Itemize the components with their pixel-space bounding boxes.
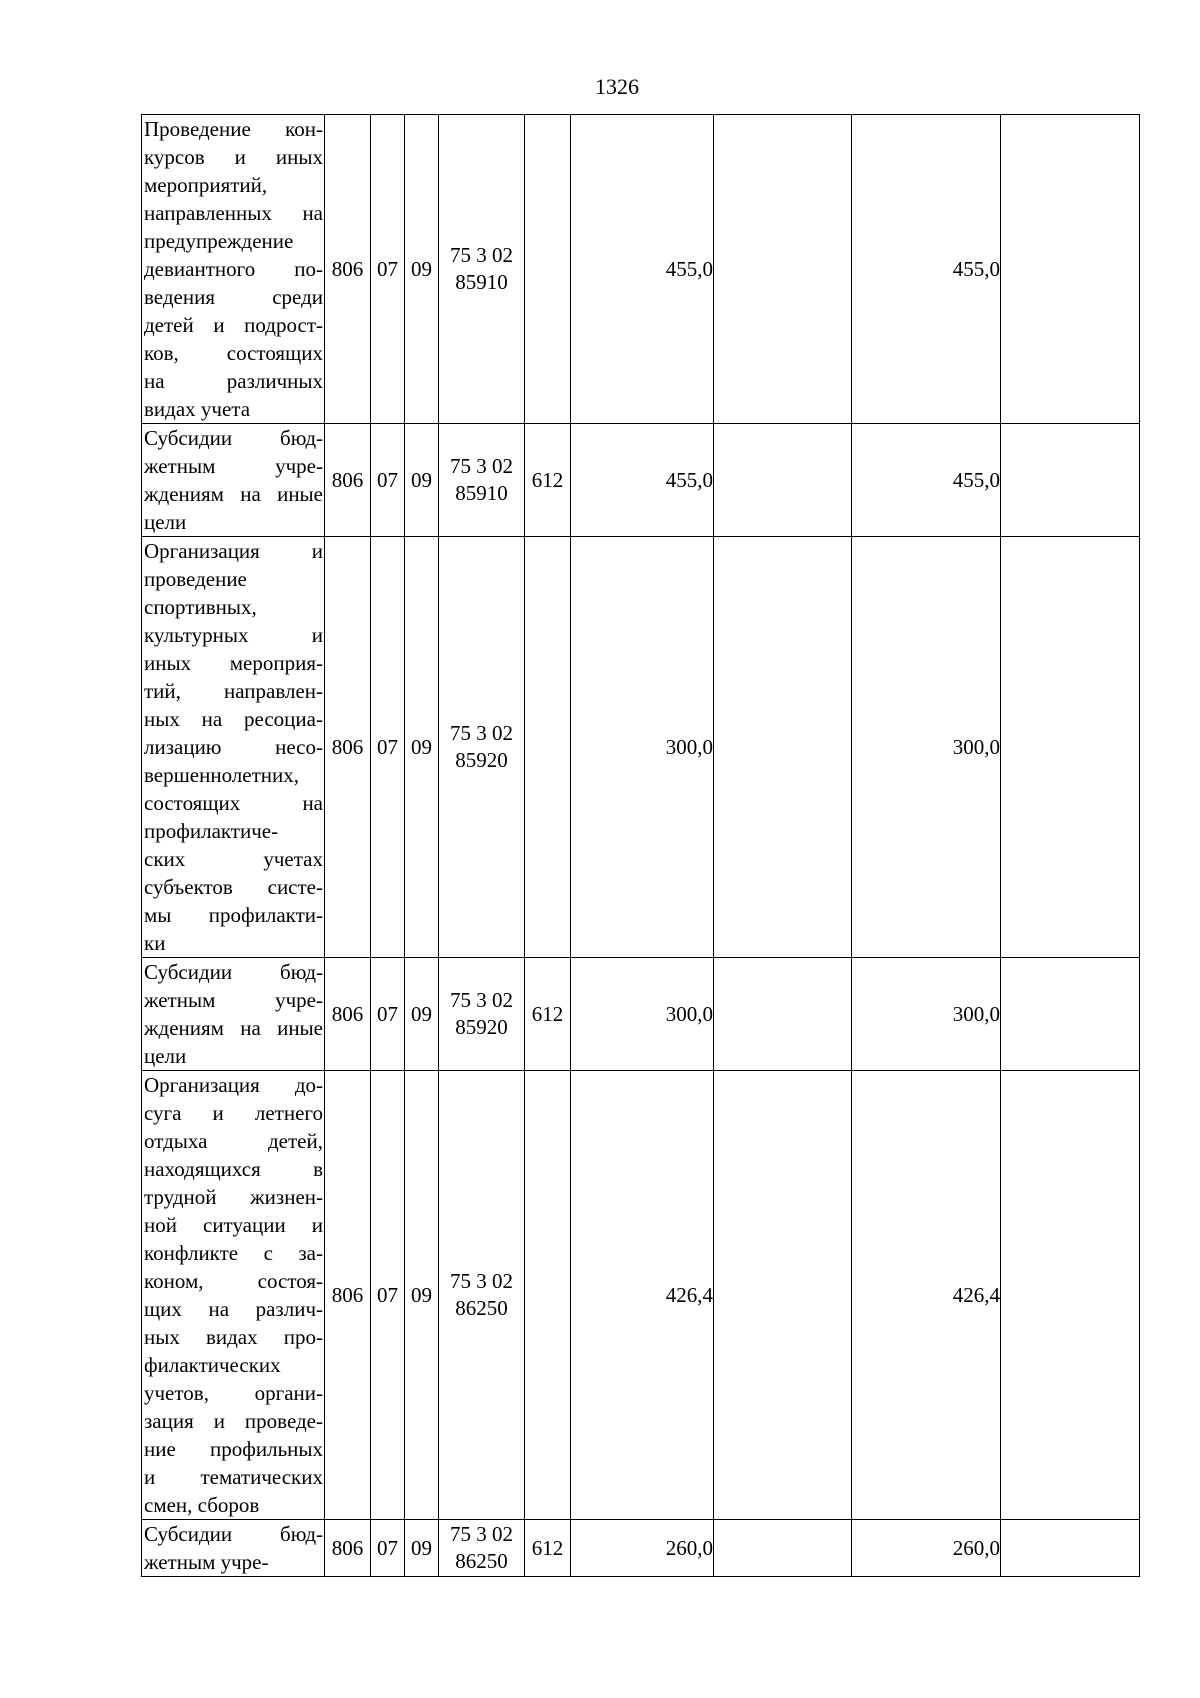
table-row — [142, 537, 1140, 958]
amount-cell-4 — [1001, 958, 1140, 1071]
target-article-line1: 75 3 02 — [450, 721, 513, 745]
row-name-line: коном, состоя- — [144, 1269, 323, 1293]
row-name-line: ков, состоящих — [144, 341, 323, 365]
section-code-cell: 07 — [371, 537, 405, 958]
subsection-code-cell: 09 — [405, 115, 439, 424]
target-article-cell — [439, 424, 525, 537]
target-article-line2: 85920 — [455, 748, 508, 772]
amount-cell-1: 426,4 — [571, 1071, 714, 1520]
table-row — [142, 424, 1140, 537]
row-name-line: лизацию несо- — [144, 735, 323, 759]
row-name-line: спортивных, — [144, 595, 257, 619]
amount-cell-4 — [1001, 1520, 1140, 1577]
row-name-line: детей и подрост- — [144, 313, 323, 337]
expense-type-cell — [525, 1071, 571, 1520]
row-name-line: ки — [144, 931, 166, 955]
amount-cell-4 — [1001, 115, 1140, 424]
row-name-line: суга и летнего — [144, 1101, 323, 1125]
section-code-cell: 07 — [371, 424, 405, 537]
section-code-cell: 07 — [371, 1071, 405, 1520]
table-row — [142, 1071, 1140, 1520]
subsection-code-cell: 09 — [405, 958, 439, 1071]
row-name-cell — [142, 537, 325, 958]
amount-cell-2 — [714, 958, 852, 1071]
section-code-cell: 07 — [371, 115, 405, 424]
ved-code-cell: 806 — [325, 537, 371, 958]
row-name-line: цели — [144, 510, 187, 534]
row-name-line: жетным учре- — [144, 454, 323, 478]
ved-code-cell: 806 — [325, 958, 371, 1071]
amount-cell-3: 300,0 — [852, 537, 1001, 958]
row-name-line: предупреждение — [144, 229, 294, 253]
row-name-line: ных на ресоциа- — [144, 707, 323, 731]
row-name-line: направленных на — [144, 201, 323, 225]
amount-cell-2 — [714, 1071, 852, 1520]
row-name-line: мы профилакти- — [144, 903, 323, 927]
row-name-line: тий, направлен- — [144, 679, 323, 703]
expense-type-cell: 612 — [525, 424, 571, 537]
row-name-line: ждениям на иные — [144, 1016, 323, 1040]
subsection-code-cell: 09 — [405, 1071, 439, 1520]
row-name-line: на различных — [144, 369, 323, 393]
subsection-code-cell: 09 — [405, 1520, 439, 1577]
row-name-line: трудной жизнен- — [144, 1185, 323, 1209]
expense-type-cell — [525, 115, 571, 424]
target-article-line1: 75 3 02 — [450, 243, 513, 267]
amount-cell-2 — [714, 115, 852, 424]
target-article-cell — [439, 1520, 525, 1577]
row-name-line: состоящих на — [144, 791, 323, 815]
amount-cell-3: 260,0 — [852, 1520, 1001, 1577]
row-name-line: отдыха детей, — [144, 1129, 323, 1153]
row-name-line: Организация и — [144, 539, 323, 563]
row-name-line: цели — [144, 1044, 187, 1068]
section-code-cell: 07 — [371, 1520, 405, 1577]
target-article-cell — [439, 537, 525, 958]
target-article-line1: 75 3 02 — [450, 454, 513, 478]
row-name-line: учетов, органи- — [144, 1381, 323, 1405]
amount-cell-3: 455,0 — [852, 115, 1001, 424]
row-name-line: ских учетах — [144, 847, 323, 871]
section-code-cell: 07 — [371, 958, 405, 1071]
row-name-line: курсов и иных — [144, 145, 323, 169]
row-name-line: Проведение кон- — [144, 117, 323, 141]
row-name-line: щих на различ- — [144, 1297, 323, 1321]
row-name-line: ние профильных — [144, 1437, 323, 1461]
target-article-line2: 86250 — [455, 1549, 508, 1573]
row-name-line: ной ситуации и — [144, 1213, 323, 1237]
row-name-line: и тематических — [144, 1465, 323, 1489]
table-row — [142, 958, 1140, 1071]
target-article-line2: 86250 — [455, 1296, 508, 1320]
row-name-line: проведение — [144, 567, 247, 591]
target-article-cell — [439, 115, 525, 424]
row-name-line: профилактиче- — [144, 819, 279, 843]
target-article-cell — [439, 958, 525, 1071]
ved-code-cell: 806 — [325, 424, 371, 537]
target-article-line2: 85910 — [455, 481, 508, 505]
row-name-line: находящихся в — [144, 1157, 323, 1181]
amount-cell-3: 300,0 — [852, 958, 1001, 1071]
row-name-line: иных мероприя- — [144, 651, 323, 675]
row-name-line: конфликте с за- — [144, 1241, 323, 1265]
row-name-line: Субсидии бюд- — [144, 426, 323, 450]
amount-cell-1: 455,0 — [571, 115, 714, 424]
amount-cell-2 — [714, 1520, 852, 1577]
amount-cell-3: 455,0 — [852, 424, 1001, 537]
amount-cell-1: 300,0 — [571, 958, 714, 1071]
row-name-line: Субсидии бюд- — [144, 960, 323, 984]
subsection-code-cell: 09 — [405, 537, 439, 958]
row-name-line: мероприятий, — [144, 173, 268, 197]
row-name-line: видах учета — [144, 397, 251, 421]
row-name-line: Субсидии бюд- — [144, 1522, 323, 1546]
ved-code-cell: 806 — [325, 1520, 371, 1577]
row-name-cell — [142, 1071, 325, 1520]
expense-type-cell: 612 — [525, 958, 571, 1071]
expense-type-cell: 612 — [525, 1520, 571, 1577]
row-name-line: смен, сборов — [144, 1493, 260, 1517]
row-name-line: жетным учре- — [144, 988, 323, 1012]
row-name-line: девиантного по- — [144, 257, 323, 281]
row-name-line: субъектов систе- — [144, 875, 323, 899]
row-name-cell — [142, 115, 325, 424]
amount-cell-4 — [1001, 537, 1140, 958]
budget-table — [141, 114, 1140, 1577]
row-name-line: жетным учре- — [144, 1550, 269, 1574]
amount-cell-2 — [714, 424, 852, 537]
amount-cell-1: 260,0 — [571, 1520, 714, 1577]
page-number: 1326 — [595, 74, 639, 99]
row-name-line: культурных и — [144, 623, 323, 647]
ved-code-cell: 806 — [325, 115, 371, 424]
table-row — [142, 1520, 1140, 1577]
row-name-line: зация и проведе- — [144, 1409, 323, 1433]
row-name-line: вершеннолетних, — [144, 763, 300, 787]
subsection-code-cell: 09 — [405, 424, 439, 537]
row-name-line: Организация до- — [144, 1073, 323, 1097]
amount-cell-3: 426,4 — [852, 1071, 1001, 1520]
amount-cell-4 — [1001, 1071, 1140, 1520]
row-name-line: ждениям на иные — [144, 482, 323, 506]
amount-cell-1: 455,0 — [571, 424, 714, 537]
target-article-line1: 75 3 02 — [450, 1522, 513, 1546]
row-name-cell — [142, 1520, 325, 1577]
target-article-line1: 75 3 02 — [450, 988, 513, 1012]
row-name-line: ных видах про- — [144, 1325, 323, 1349]
amount-cell-1: 300,0 — [571, 537, 714, 958]
expense-type-cell — [525, 537, 571, 958]
row-name-line: ведения среди — [144, 285, 323, 309]
amount-cell-2 — [714, 537, 852, 958]
table-row — [142, 115, 1140, 424]
target-article-cell — [439, 1071, 525, 1520]
row-name-line: филактических — [144, 1353, 281, 1377]
row-name-cell — [142, 958, 325, 1071]
ved-code-cell: 806 — [325, 1071, 371, 1520]
amount-cell-4 — [1001, 424, 1140, 537]
target-article-line2: 85910 — [455, 270, 508, 294]
target-article-line2: 85920 — [455, 1015, 508, 1039]
row-name-cell — [142, 424, 325, 537]
target-article-line1: 75 3 02 — [450, 1269, 513, 1293]
